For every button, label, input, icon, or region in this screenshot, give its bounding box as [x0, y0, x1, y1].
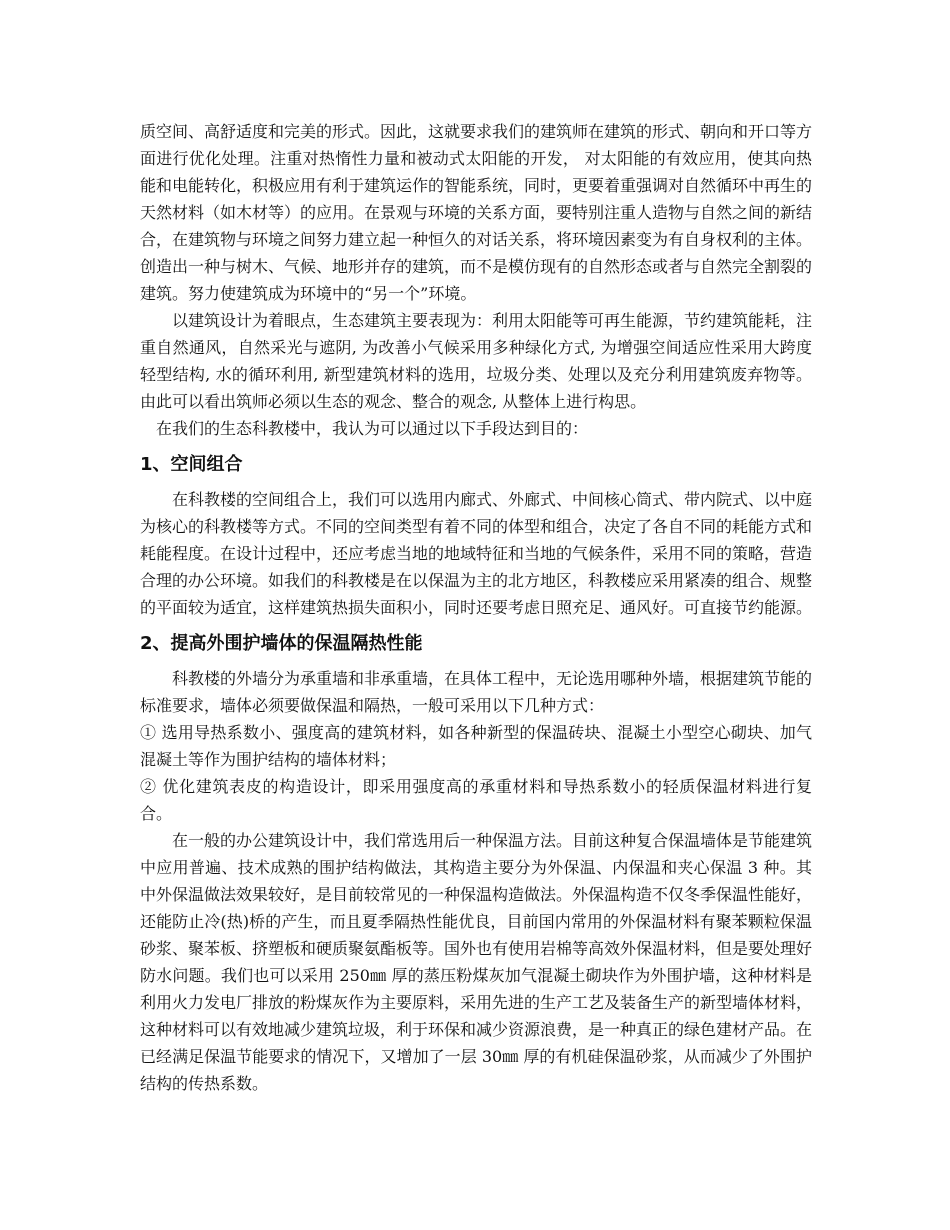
paragraph-space: 在科教楼的空间组合上，我们可以选用内廊式、外廊式、中间核心筒式、带内院式、以中庭为核心的科教楼等方式。不同的空间类型有着不同的体型和组合，决定了各自不同的耗能方式和耗能程度。在设计过程中，还应考虑当地的地域特征和当地的气候条件，采用不同的策略，营造合理的办公环境。如我们的科教楼是在以保温为主的北方地区，科教楼应采用紧凑的组合、规整的平面较为适宜，这样建筑热损失面积小，同时还要考虑日照充足、通风好。可直接节约能源。: [140, 490, 813, 617]
list-item-composite: ② 优化建筑表皮的构造设计，即采用强度高的承重材料和导热系数小的轻质保温材料进行复合。: [140, 777, 812, 823]
document-page: [140, 118, 812, 1097]
paragraph-means: 在我们的生态科教楼中，我认为可以通过以下手段达到目的：: [156, 419, 589, 438]
list-item-materials: ① 选用导热系数小、强度高的建筑材料，如各种新型的保温砖块、混凝土小型空心砌块、加气混凝土等作为围护结构的墙体材料；: [140, 723, 812, 769]
paragraph-design-focus: 以建筑设计为着眼点，生态建筑主要表现为：利用太阳能等可再生能源，节约建筑能耗，注重自然通风，自然采光与遮阴, 为改善小气候采用多种绿化方式, 为增强空间适应性采用大跨度轻型结构, 水的循环利用, 新型建筑材料的选用，垃圾分类、处理以及充分利用建筑废弃物等。由此可以看出筑师必须以生态的观念、整合的观念, 从整体上进行构思。: [140, 311, 813, 411]
paragraph-walls: 科教楼的外墙分为承重墙和非承重墙，在具体工程中，无论选用哪种外墙，根据建筑节能的标准要求，墙体必须要做保温和隔热，一般可采用以下几种方式：: [140, 669, 813, 715]
section-heading-space: 1、空间组合: [140, 454, 243, 475]
section-heading-insulation: 2、提高外围护墙体的保温隔热性能: [140, 633, 423, 654]
paragraph-intro: 质空间、高舒适度和完美的形式。因此，这就要求我们的建筑师在建筑的形式、朝向和开口等方面进行优化处理。注重对热惰性力量和被动式太阳能的开发， 对太阳能的有效应用，使其向热能和电能转化，积极应用有利于建筑运作的智能系统，同时，更要着重强调对自然循环中再生的天然材料（如木材等）的应用。在景观与环境的关系方面，要特别注重人造物与自然之间的新结合，在建筑物与环境之间努力建立起一种恒久的对话关系，将环境因素变为有自身权利的主体。创造出一种与树木、气候、地形并存的建筑，而不是模仿现有的自然形态或者与自然完全割裂的建筑。努力使建筑成为环境中的“另一个”环境。: [140, 122, 813, 303]
paragraph-insulation-method: 在一般的办公建筑设计中，我们常选用后一种保温方法。目前这种复合保温墙体是节能建筑中应用普遍、技术成熟的围护结构做法，其构造主要分为外保温、内保温和夹心保温 3 种。其中外保温做法效果较好，是目前较常见的一种保温构造做法。外保温构造不仅冬季保温性能好，还能防止冷(热)桥的产生，而且夏季隔热性能优良，目前国内常用的外保温材料有聚苯颗粒保温砂浆、聚苯板、挤塑板和硬质聚氨酯板等。国外也有使用岩棉等高效外保温材料，但是要处理好防水问题。我们也可以采用 250㎜ 厚的蒸压粉煤灰加气混凝土砌块作为外围护墙，这种材料是利用火力发电厂排放的粉煤灰作为主要原料，采用先进的生产工艺及装备生产的新型墙体材料，这种材料可以有效地减少建筑垃圾，利于环保和减少资源浪费，是一种真正的绿色建材产品。在已经满足保温节能要求的情况下，又增加了一层 30㎜ 厚的有机硅保温砂浆，从而减少了外围护结构的传热系数。: [140, 831, 813, 1093]
